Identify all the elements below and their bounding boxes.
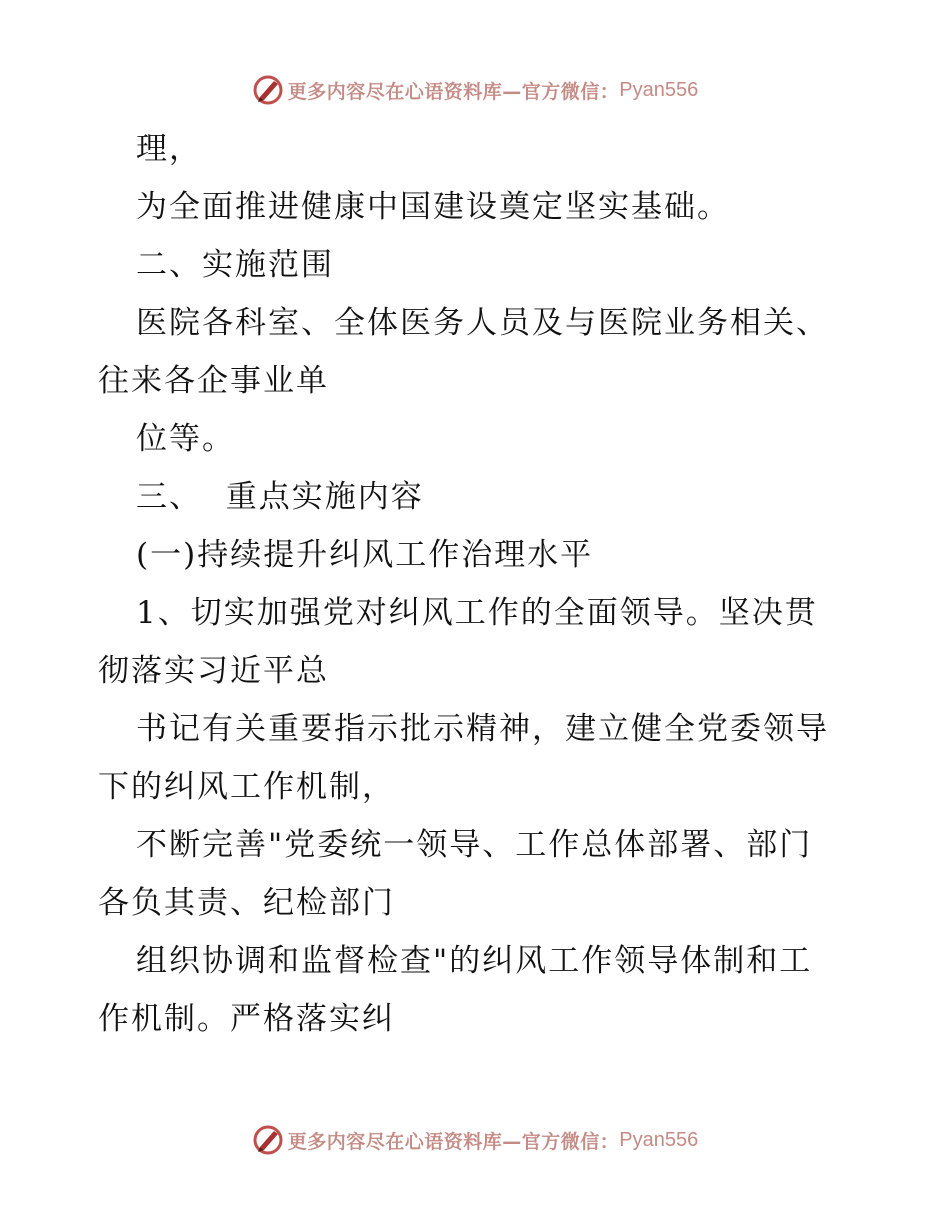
document-body xyxy=(98,120,858,1048)
subsection-heading: (一)持续提升纠风工作治理水平 xyxy=(136,537,594,573)
section-heading: 二、实施范围 xyxy=(136,247,334,283)
text-line: 不断完善"党委统一领导、工作总体部署、部门 xyxy=(136,827,813,863)
text-line: 医院各科室、全体医务人员及与医院业务相关、 xyxy=(136,305,829,341)
pen-circle-logo-icon xyxy=(252,1124,284,1156)
text-line: 往来各企事业单 xyxy=(98,363,329,399)
text-line: 组织协调和监督检查"的纠风工作领导体制和工 xyxy=(136,943,813,979)
text-line: 各负其责、纪检部门 xyxy=(98,885,395,921)
text-line: 作机制。严格落实纠 xyxy=(98,1001,395,1037)
pen-circle-logo-icon xyxy=(252,74,284,106)
footer-watermark xyxy=(0,1120,950,1160)
watermark-id: Pyan556 xyxy=(619,1128,699,1151)
watermark-text: 更多内容尽在心语资料库—官方微信： xyxy=(287,1130,620,1153)
watermark-text: 更多内容尽在心语资料库—官方微信： xyxy=(287,80,620,103)
text-line: 书记有关重要指示批示精神，建立健全党委领导 xyxy=(136,711,829,747)
text-line: 为全面推进健康中国建设奠定坚实基础。 xyxy=(136,189,730,225)
section-heading: 三、 重点实施内容 xyxy=(136,479,424,515)
text-line: 下的纠风工作机制， xyxy=(98,769,395,805)
text-line: 彻落实习近平总 xyxy=(98,653,329,689)
watermark-id: Pyan556 xyxy=(619,78,699,101)
text-line: 理， xyxy=(136,131,202,167)
header-watermark xyxy=(0,70,950,110)
text-line: 位等。 xyxy=(136,421,235,457)
text-line: 1、切实加强党对纠风工作的全面领导。坚决贯 xyxy=(136,595,818,631)
